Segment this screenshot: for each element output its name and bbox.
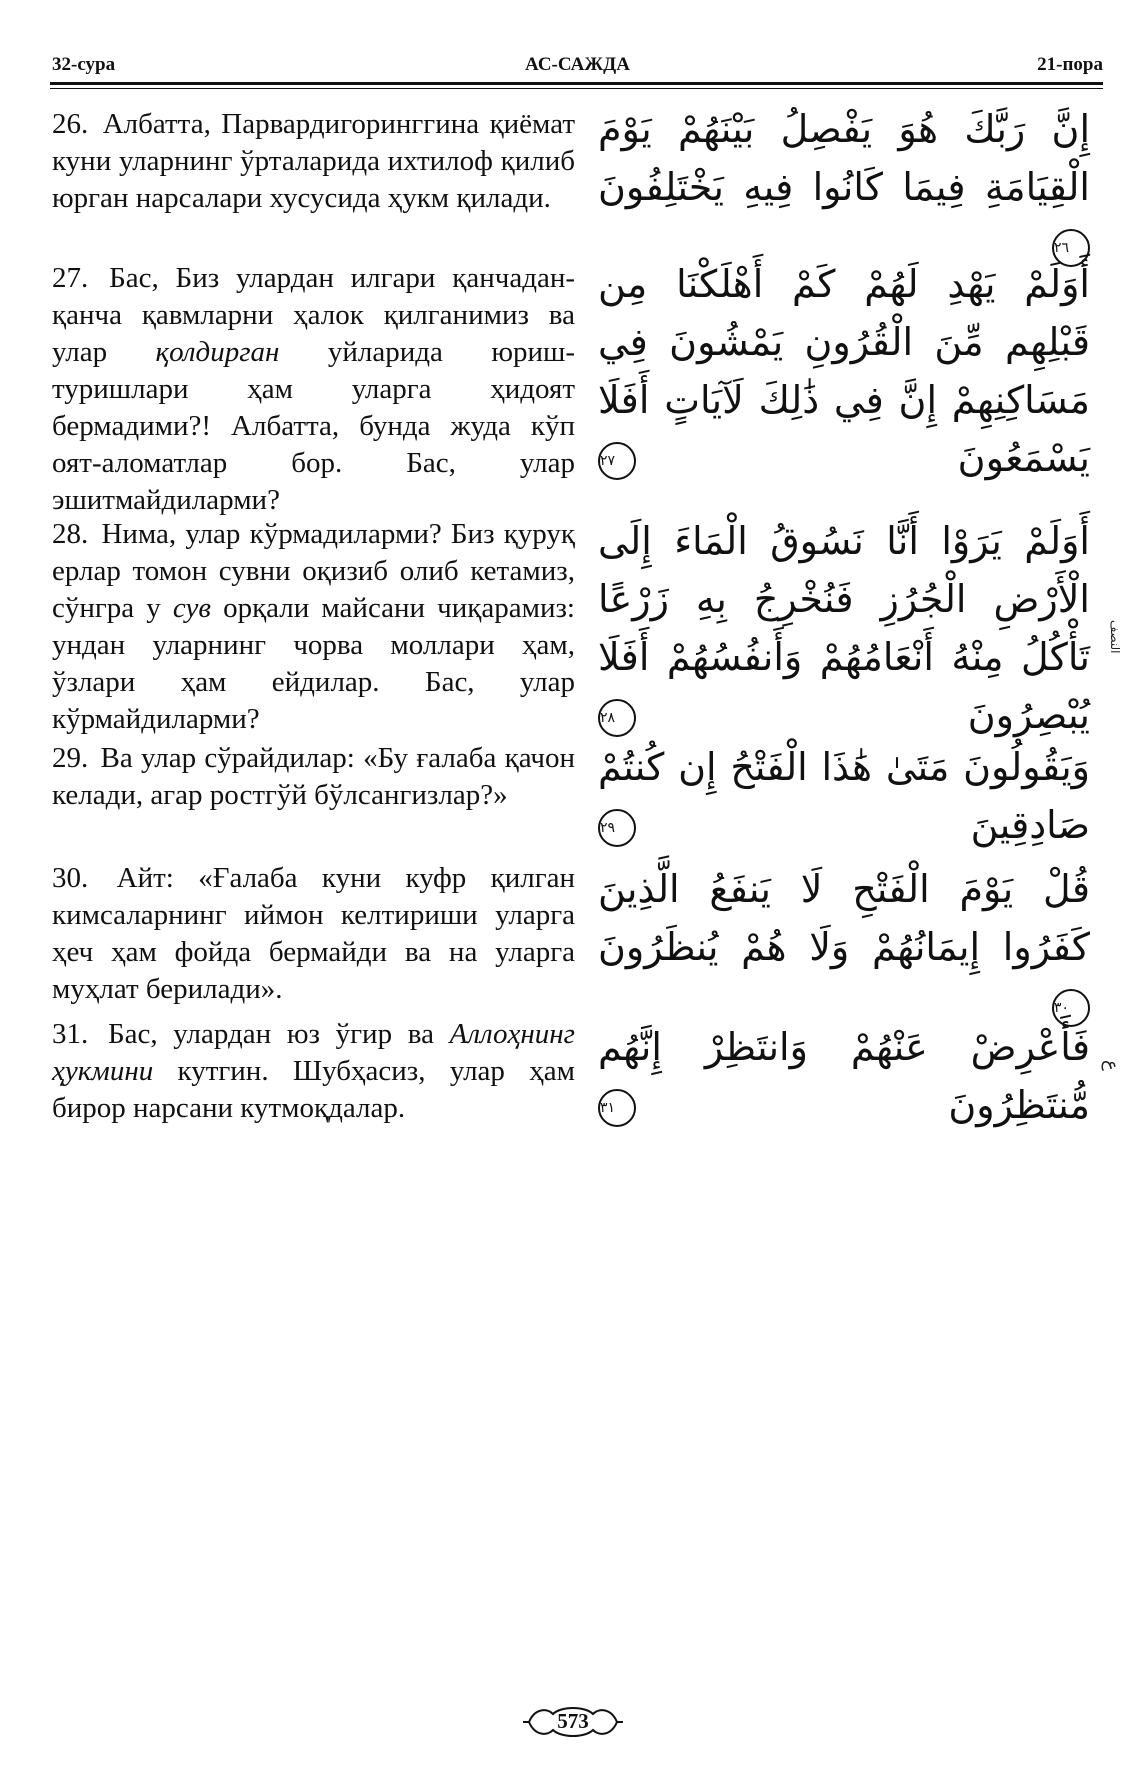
verse-text: Албатта, Парвардигоринггина қиёмат куни уларнинг ўрталарида ихтилоф қилиб юрган нарсалари хусусида ҳукм қилади. (52, 108, 575, 214)
verse-number: 28. (52, 518, 89, 550)
verse-translation-27 (52, 260, 575, 519)
verse-translation-30 (52, 860, 575, 1008)
verse-number: 29. (52, 742, 89, 774)
ayah-number-marker: ٢٦ (1052, 229, 1090, 267)
ayah-number-marker: ٣١ (598, 1089, 636, 1127)
header-rule-thick (50, 82, 1103, 85)
verse-text-italic: Аллоҳнинг ҳукмини (52, 1018, 575, 1087)
verse-arabic-26 (598, 100, 1090, 274)
arabic-text: فَأَعْرِضْ عَنْهُمْ وَانتَظِرْ إِنَّهُم مُّنتَظِرُونَ (598, 1025, 1090, 1127)
sura-title: АС-САЖДА (525, 54, 630, 75)
verse-text: Бас, Биз улардан илгари қанчадан-қанча қавмларни ҳалок қилганимиз ва улар (52, 262, 576, 368)
verse-number: 31. (52, 1018, 89, 1050)
half-juz-marker: النصف (1108, 620, 1122, 654)
verse-number: 26. (52, 108, 89, 140)
arabic-text: وَيَقُولُونَ مَتَىٰ هَٰذَا الْفَتْحُ إِن كُنتُمْ صَادِقِينَ (598, 745, 1090, 847)
sura-label: 32-сура (52, 54, 116, 75)
verse-text: Бас, улардан юз ўгир ва (107, 1018, 450, 1050)
pora-label: 21-пора (1037, 54, 1103, 75)
verse-translation-28 (52, 516, 575, 738)
arabic-text: أَوَلَمْ يَهْدِ لَهُمْ كَمْ أَهْلَكْنَا مِن قَبْلِهِم مِّنَ الْقُرُونِ يَمْشُونَ فِي مَسَاكِنِهِمْ إِنَّ فِي ذَٰلِكَ لَآيَاتٍ أَفَلَا يَسْمَعُونَ (598, 262, 1090, 480)
verse-number: 30. (52, 862, 89, 894)
verse-arabic-31 (598, 1018, 1090, 1134)
verse-arabic-28 (598, 512, 1090, 744)
page-number-ornament (521, 1702, 625, 1742)
verse-text: кутгин. Шубҳасиз, улар ҳам бирор нарсани кутмоқдалар. (52, 1055, 575, 1124)
ayah-number-marker: ٢٧ (598, 442, 636, 480)
page-number: 573 (557, 1709, 589, 1733)
verse-arabic-30 (598, 860, 1090, 1034)
verse-arabic-27 (598, 255, 1090, 487)
verse-translation-29 (52, 740, 575, 814)
verse-text: уйларида юриш-туришлари ҳам уларга ҳидоят бермадими?! Албатта, бунда жуда кўп оят-аломатлар бор. Бас, улар эшитмайдиларми? (52, 336, 575, 516)
arabic-text: إِنَّ رَبَّكَ هُوَ يَفْصِلُ بَيْنَهُمْ يَوْمَ الْقِيَامَةِ فِيمَا كَانُوا فِيهِ يَخْتَلِفُونَ (598, 107, 1090, 209)
verse-text: Айт: «Ғалаба куни куфр қилган кимсаларнинг иймон келтириши уларга ҳеч ҳам фойда бермайди ва на уларга муҳлат берилади». (52, 862, 575, 1005)
verse-number: 27. (52, 262, 89, 294)
verse-text-italic: сув (172, 592, 211, 624)
verse-text: Нима, улар кўрмадиларми? Биз қуруқ ерлар томон сувни оқизиб олиб кетамиз, сўнгра у (52, 518, 576, 624)
ruku-marker: ع (1101, 1060, 1122, 1071)
arabic-text: أَوَلَمْ يَرَوْا أَنَّا نَسُوقُ الْمَاءَ إِلَى الْأَرْضِ الْجُرُزِ فَنُخْرِجُ بِهِ زَرْعًا تَأْكُلُ مِنْهُ أَنْعَامُهُمْ وَأَنفُسُهُمْ أَفَلَا يُبْصِرُونَ (598, 519, 1090, 737)
verse-translation-26 (52, 106, 575, 217)
verse-text-italic: қолдирган (155, 336, 280, 368)
verse-arabic-29 (598, 738, 1090, 854)
page-header (52, 54, 1103, 82)
header-rule-thin (50, 88, 1103, 89)
ayah-number-marker: ٣٠ (1052, 989, 1090, 1027)
ayah-number-marker: ٢٩ (598, 809, 636, 847)
verse-text: орқали майсани чиқарамиз: ундан уларнинг чорва моллари ҳам, ўзлари ҳам ейдилар. Бас, улар кўрмайдиларми? (52, 592, 575, 735)
verse-translation-31 (52, 1016, 575, 1127)
verse-text: Ва улар сўрайдилар: «Бу ғалаба қачон келади, агар ростгўй бўлсангизлар?» (52, 742, 576, 811)
arabic-text: قُلْ يَوْمَ الْفَتْحِ لَا يَنفَعُ الَّذِينَ كَفَرُوا إِيمَانُهُمْ وَلَا هُمْ يُنظَرُونَ (598, 867, 1090, 969)
ayah-number-marker: ٢٨ (598, 699, 636, 737)
